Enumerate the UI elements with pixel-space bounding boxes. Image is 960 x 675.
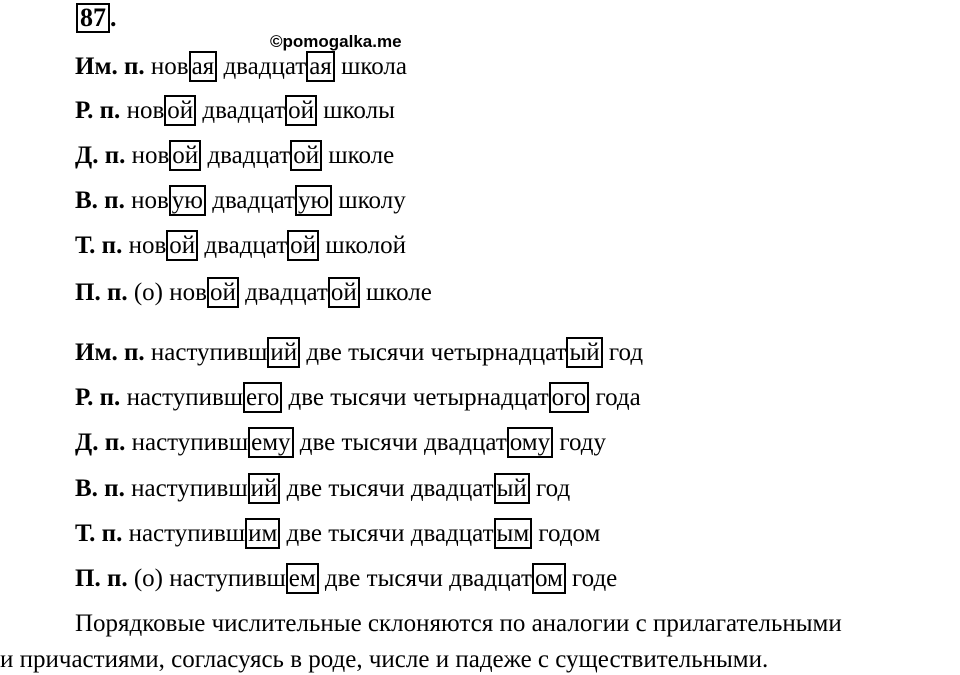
word-stem: две тысячи четырнадцат bbox=[306, 339, 567, 366]
case-label: Д. п. bbox=[75, 429, 126, 456]
declension-row bbox=[75, 564, 617, 594]
declension-row bbox=[75, 428, 606, 458]
word-stem: наступивш bbox=[131, 429, 249, 456]
case-label: П. п. bbox=[75, 565, 128, 592]
word-stem: двадцат bbox=[207, 142, 291, 169]
prefix: (о) bbox=[133, 279, 170, 306]
noun: годе bbox=[572, 565, 618, 592]
declension-row bbox=[75, 519, 600, 549]
task-number: 87 . bbox=[76, 3, 117, 33]
word-stem: двадцат bbox=[223, 53, 307, 80]
ending-box: ой bbox=[287, 230, 319, 261]
word-stem: двадцат bbox=[212, 187, 295, 214]
conclusion-line-2: и причастиями, согласуясь в роде, числе и падеже с существительными. bbox=[0, 646, 769, 673]
ending-box: ая bbox=[189, 51, 218, 82]
noun: школы bbox=[323, 97, 395, 124]
word-stem: нов bbox=[150, 53, 189, 80]
prefix: (о) bbox=[133, 565, 170, 592]
ending-box: ой bbox=[169, 140, 201, 171]
noun: годом bbox=[538, 520, 601, 547]
watermark: ©pomogalka.me bbox=[270, 32, 402, 51]
noun: года bbox=[595, 384, 641, 411]
case-label: Им. п. bbox=[75, 339, 145, 366]
ending-box: ого bbox=[549, 382, 590, 413]
noun: школе bbox=[328, 142, 395, 169]
word-stem: двадцат bbox=[245, 279, 328, 306]
noun: год bbox=[608, 339, 644, 366]
declension-row bbox=[75, 96, 395, 126]
word-stem: две тысячи четырнадцат bbox=[288, 384, 549, 411]
ending-box: ом bbox=[532, 563, 566, 594]
ending-box: ий bbox=[267, 337, 300, 368]
word-stem: двадцат bbox=[204, 232, 288, 259]
noun: школой bbox=[325, 232, 406, 259]
declension-row bbox=[75, 231, 406, 261]
case-label: В. п. bbox=[75, 475, 125, 502]
ending-box: ой bbox=[164, 95, 196, 126]
noun: школу bbox=[338, 187, 406, 214]
ending-box: ой bbox=[207, 277, 239, 308]
word-stem: нов bbox=[126, 97, 165, 124]
word-stem: двадцат bbox=[202, 97, 286, 124]
word-stem: две тысячи двадцат bbox=[299, 429, 507, 456]
declension-row bbox=[75, 186, 406, 216]
noun: год bbox=[536, 475, 571, 502]
declension-row bbox=[75, 338, 643, 368]
word-stem: наступивш bbox=[150, 339, 268, 366]
declension-row bbox=[75, 141, 394, 171]
ending-box: ему bbox=[248, 427, 293, 458]
ending-box: ая bbox=[306, 51, 335, 82]
word-stem: наступивш bbox=[169, 565, 286, 592]
ending-box: ой bbox=[166, 230, 198, 261]
noun: школе bbox=[366, 279, 432, 306]
ending-box: ый bbox=[566, 337, 602, 368]
case-label: Т. п. bbox=[75, 232, 123, 259]
ending-box: ой bbox=[290, 140, 322, 171]
ending-box: ому bbox=[507, 427, 553, 458]
word-stem: нов bbox=[131, 142, 170, 169]
word-stem: две тысячи двадцат bbox=[286, 520, 494, 547]
case-label: Р. п. bbox=[75, 384, 121, 411]
word-stem: наступивш bbox=[131, 475, 248, 502]
ending-box: его bbox=[243, 382, 282, 413]
word-stem: две тысячи двадцат bbox=[286, 475, 494, 502]
word-stem: нов bbox=[169, 279, 207, 306]
case-label: П. п. bbox=[75, 279, 128, 306]
ending-box: ой bbox=[285, 95, 317, 126]
ending-box: ую bbox=[169, 185, 206, 216]
ending-box: ым bbox=[494, 518, 533, 549]
word-stem: наступивш bbox=[126, 384, 244, 411]
ending-box: ый bbox=[494, 473, 530, 504]
word-stem: наступивш bbox=[128, 520, 246, 547]
ending-box: ем bbox=[286, 563, 319, 594]
word-stem: две тысячи двадцат bbox=[324, 565, 532, 592]
case-label: Р. п. bbox=[75, 97, 121, 124]
ending-box: ий bbox=[248, 473, 281, 504]
conclusion-line-1: Порядковые числительные склоняются по аналогии с прилагательными bbox=[75, 610, 842, 637]
task-number-box: 87 bbox=[76, 3, 110, 33]
case-label: Т. п. bbox=[75, 520, 123, 547]
ending-box: ую bbox=[295, 185, 332, 216]
declension-row bbox=[75, 278, 432, 308]
case-label: Им. п. bbox=[75, 53, 145, 80]
word-stem: нов bbox=[128, 232, 167, 259]
noun: году bbox=[559, 429, 607, 456]
declension-row bbox=[75, 383, 641, 413]
case-label: Д. п. bbox=[75, 142, 126, 169]
word-stem: нов bbox=[131, 187, 169, 214]
noun: школа bbox=[341, 53, 407, 80]
ending-box: им bbox=[245, 518, 280, 549]
declension-row bbox=[75, 52, 407, 82]
ending-box: ой bbox=[328, 277, 360, 308]
declension-row bbox=[75, 474, 570, 504]
case-label: В. п. bbox=[75, 187, 125, 214]
